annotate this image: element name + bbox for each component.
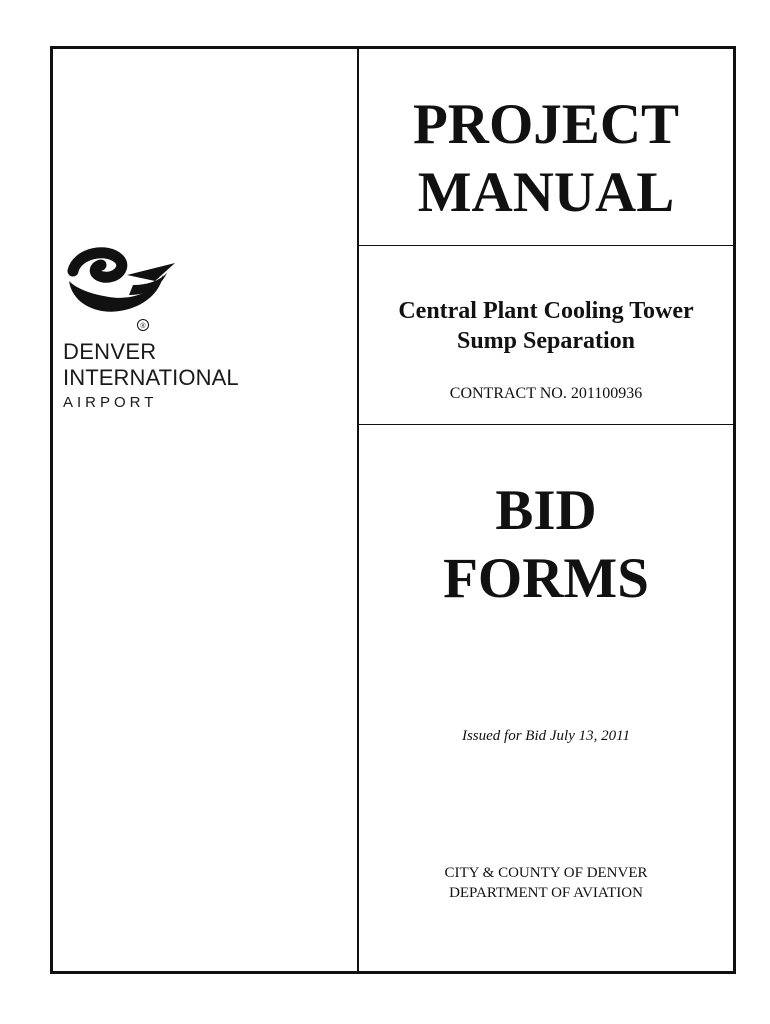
project-name <box>359 296 733 356</box>
contract-number: CONTRACT NO. 201100936 <box>449 385 643 402</box>
agency-line2: DEPARTMENT OF AVIATION <box>449 885 643 901</box>
airport-logo <box>63 245 283 410</box>
denver-airport-logo-icon <box>63 245 183 335</box>
logo-text-international: INTERNATIONAL <box>63 365 239 390</box>
bid-forms-section <box>359 425 733 971</box>
project-name-line2: Sump Separation <box>456 328 636 354</box>
right-column <box>359 49 733 971</box>
project-name-line1: Central Plant Cooling Tower <box>398 298 694 324</box>
bid-line: BID <box>495 479 597 542</box>
forms-line: FORMS <box>443 547 649 610</box>
left-column <box>53 49 359 971</box>
registered-mark: ® <box>140 323 146 330</box>
agency-line1: CITY & COUNTY OF DENVER <box>444 865 648 881</box>
cover-frame <box>50 46 736 974</box>
logo-text-airport: AIRPORT <box>63 394 158 411</box>
title-line-project: PROJECT <box>412 93 680 156</box>
logo-text-denver: DENVER <box>63 339 157 364</box>
project-section <box>359 246 733 425</box>
document-title <box>359 91 733 227</box>
title-section <box>359 49 733 246</box>
issued-date: Issued for Bid July 13, 2011 <box>461 728 631 744</box>
bid-forms-title <box>359 477 733 613</box>
title-line-manual: MANUAL <box>417 161 675 224</box>
agency-block <box>359 863 733 903</box>
